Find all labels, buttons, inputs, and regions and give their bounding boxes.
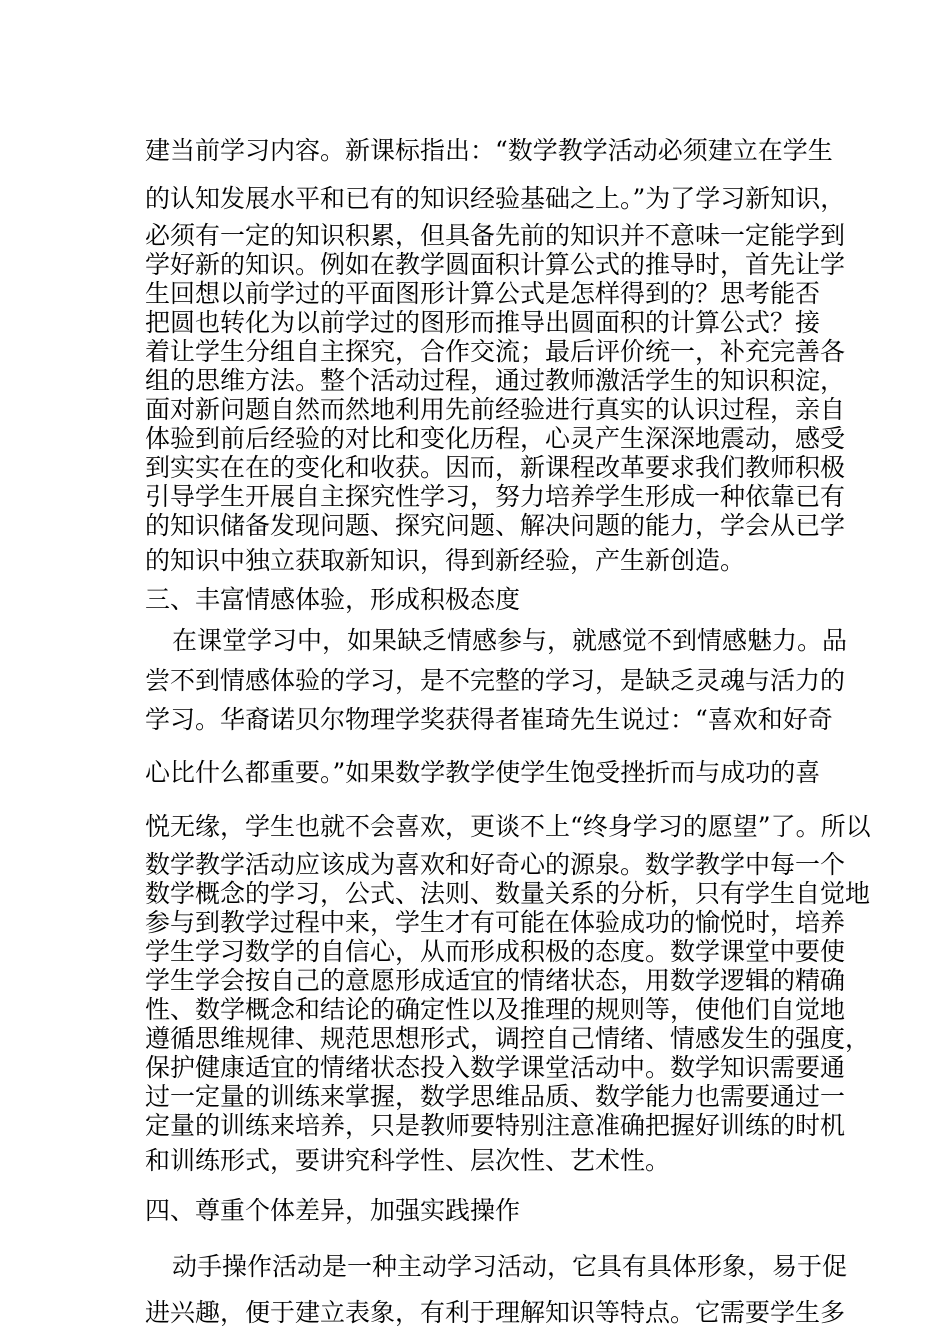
paragraph-2-line-5: 悦无缘，学生也就不会喜欢，更谈不上“终身学习的愿望”了。所以 bbox=[145, 812, 871, 841]
paragraph-1-line-8: 组的思维方法。整个活动过程，通过教师激活学生的知识积淀， bbox=[145, 366, 846, 395]
paragraph-1-line-1: 建当前学习内容。新课标指出：“数学教学活动必须建立在学生 bbox=[145, 136, 833, 165]
paragraph-2-line-11: 性、数学概念和结论的确定性以及推理的规则等，使他们自觉地 bbox=[145, 995, 846, 1024]
paragraph-3-line-1: 动手操作活动是一种主动学习活动，它具有具体形象，易于促 bbox=[172, 1252, 848, 1281]
paragraph-2-line-3: 学习。华裔诺贝尔物理学奖获得者崔琦先生说过：“喜欢和好奇 bbox=[145, 705, 833, 734]
paragraph-2-line-4: 心比什么都重要。”如果数学教学使学生饱受挫折而与成功的喜 bbox=[145, 758, 821, 787]
paragraph-1-line-6: 把圆也转化为以前学过的图形而推导出圆面积的计算公式？接 bbox=[145, 308, 821, 337]
paragraph-2-line-15: 定量的训练来培养，只是教师要特别注意准确把握好训练的时机 bbox=[145, 1111, 846, 1140]
paragraph-1-line-10: 体验到前后经验的对比和变化历程，心灵产生深深地震动，感受 bbox=[145, 424, 846, 453]
paragraph-1-line-7: 着让学生分组自主探究，合作交流；最后评价统一，补充完善各 bbox=[145, 337, 846, 366]
paragraph-1-line-11: 到实实在在的变化和收获。因而，新课程改革要求我们教师积极 bbox=[145, 453, 846, 482]
paragraph-1-line-9: 面对新问题自然而然地利用先前经验进行真实的认识过程，亲自 bbox=[145, 395, 846, 424]
paragraph-1-line-4: 学好新的知识。例如在教学圆面积计算公式的推导时，首先让学 bbox=[145, 250, 846, 279]
paragraph-2-line-7: 数学概念的学习，公式、法则、数量关系的分析，只有学生自觉地 bbox=[145, 879, 871, 908]
paragraph-1-line-2: 的认知发展水平和已有的知识经验基础之上。”为了学习新知识， bbox=[145, 184, 846, 213]
paragraph-1-line-5: 生回想以前学过的平面图形计算公式是怎样得到的？思考能否 bbox=[145, 279, 821, 308]
section-heading-4: 四、尊重个体差异，加强实践操作 bbox=[145, 1196, 521, 1225]
paragraph-1-line-3: 必须有一定的知识积累，但具备先前的知识并不意味一定能学到 bbox=[145, 221, 846, 250]
paragraph-2-line-8: 参与到教学过程中来，学生才有可能在体验成功的愉悦时，培养 bbox=[145, 908, 846, 937]
paragraph-1-line-13: 的知识储备发现问题、探究问题、解决问题的能力，学会从已学 bbox=[145, 511, 846, 540]
paragraph-1-line-14: 的知识中独立获取新知识，得到新经验，产生新创造。 bbox=[145, 546, 746, 575]
paragraph-3-line-2: 进兴趣，便于建立表象，有利于理解知识等特点。它需要学生多 bbox=[145, 1298, 846, 1327]
paragraph-2-line-9: 学生学习数学的自信心，从而形成积极的态度。数学课堂中要使 bbox=[145, 937, 846, 966]
section-heading-3: 三、丰富情感体验，形成积极态度 bbox=[145, 585, 521, 614]
paragraph-2-line-2: 尝不到情感体验的学习，是不完整的学习，是缺乏灵魂与活力的 bbox=[145, 666, 846, 695]
paragraph-1-line-12: 引导学生开展自主探究性学习，努力培养学生形成一种依靠已有 bbox=[145, 482, 846, 511]
paragraph-2-line-14: 过一定量的训练来掌握，数学思维品质、数学能力也需要通过一 bbox=[145, 1082, 846, 1111]
paragraph-2-line-10: 学生学会按自己的意愿形成适宜的情绪状态，用数学逻辑的精确 bbox=[145, 966, 846, 995]
paragraph-2-line-1: 在课堂学习中，如果缺乏情感参与，就感觉不到情感魅力。品 bbox=[172, 626, 848, 655]
paragraph-2-line-6: 数学教学活动应该成为喜欢和好奇心的源泉。数学教学中每一个 bbox=[145, 850, 846, 879]
paragraph-2-line-16: 和训练形式，要讲究科学性、层次性、艺术性。 bbox=[145, 1146, 671, 1175]
paragraph-2-line-13: 保护健康适宜的情绪状态投入数学课堂活动中。数学知识需要通 bbox=[145, 1053, 846, 1082]
paragraph-2-line-12: 遵循思维规律、规范思想形式，调控自己情绪、情感发生的强度， bbox=[145, 1024, 871, 1053]
